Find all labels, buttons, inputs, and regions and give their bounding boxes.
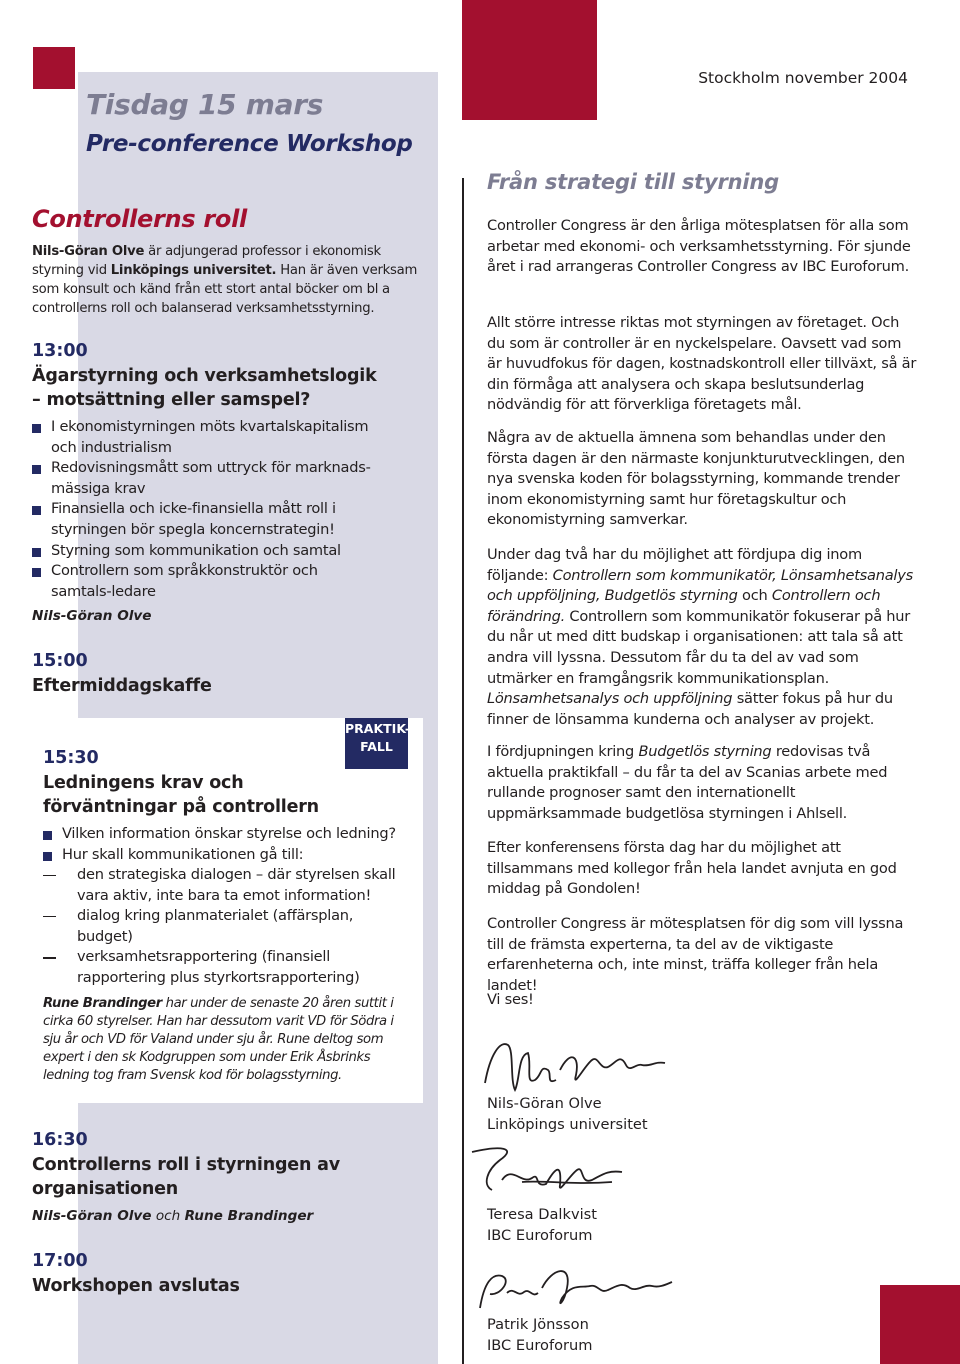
session-4-title-line1: Controllerns roll i styrningen av bbox=[32, 1155, 340, 1175]
session-2-title: Eftermiddagskaffe bbox=[32, 676, 212, 696]
right-paragraph-5 bbox=[487, 742, 917, 824]
right-heading: Från strategi till styrning bbox=[487, 170, 779, 194]
list-item: I ekonomistyrningen möts kvartalskapitalism och industrialism bbox=[32, 417, 377, 458]
text-run: Under dag två har du möjlighet att fördjupa dig inom följande: bbox=[487, 546, 862, 584]
text-run: Budgetlös styrning bbox=[638, 743, 772, 760]
badge-line1: PRAKTIK- bbox=[345, 721, 411, 736]
intro-part2: Han är även verksam som konsult och känd från ett stort antal böcker om bl a controllerns roll och balanserad verksamhetsstyrning. bbox=[32, 263, 418, 316]
speaker-och: och bbox=[151, 1208, 185, 1224]
right-paragraph-6 bbox=[487, 838, 917, 900]
text-run: och bbox=[737, 587, 772, 605]
list-item: dialog kring planmaterialet (affärsplan, budget) bbox=[43, 906, 413, 947]
bio-text: har under de senaste 20 åren suttit i cirka 60 styrelser. Han har dessutom varit VD för Södra i sju år och VD för Valand under sju år. Rune deltog som expert i den sk Kodgruppen som under Erik Åsbrinks ledning tog fram Svensk kod för bolagsstyrning. bbox=[43, 996, 394, 1083]
session-1-title-line2: – motsättning eller samspel? bbox=[32, 390, 311, 410]
session-4-title-line2: organisationen bbox=[32, 1179, 179, 1199]
session-3-bullets bbox=[43, 824, 418, 865]
signature-olve bbox=[480, 1035, 680, 1100]
session-4-time: 16:30 bbox=[32, 1130, 88, 1150]
text-run: sätter fokus på hur du finner de lönsamma kunderna och analyser av projekt. bbox=[487, 690, 893, 728]
session-3-title-line2: förväntningar på controllern bbox=[43, 797, 319, 817]
bio-name: Rune Brandinger bbox=[43, 996, 162, 1011]
paragraph-text: Controller Congress är den årliga mötesplatsen för alla som arbetar med ekonomi- och verksamhetsstyrning. För sjunde året i rad arrangeras Controller Congress av IBC Euroforum. bbox=[487, 217, 911, 276]
session-3-title bbox=[43, 771, 413, 819]
session-1-speaker: Nils-Göran Olve bbox=[32, 608, 152, 624]
paragraph-text: Vi ses! bbox=[487, 991, 534, 1008]
text-run: Controllern som kommunikatör, Lönsamhetsanalys och uppföljning, Budgetlös styrning bbox=[487, 566, 913, 605]
text-run: Controllern och förändring. bbox=[487, 587, 881, 625]
list-item: Styrning som kommunikation och samtal bbox=[32, 541, 377, 562]
list-item: Redovisningsmått som uttryck för marknads-mässiga krav bbox=[32, 458, 377, 499]
intro-text bbox=[32, 242, 432, 318]
signatory-2 bbox=[487, 1205, 597, 1246]
signatory-name: Teresa Dalkvist bbox=[487, 1206, 597, 1223]
red-square-top-left bbox=[33, 47, 75, 89]
paragraph-text: Några av de aktuella ämnena som behandlas under den första dagen är den närmaste konjunkturutvecklingen, den nya svenska koden för bolagsstyrning, kommande trender inom ekonomistyrning samt hur företagskultur och ekonomistyrning samverkar. bbox=[487, 429, 905, 529]
paragraph-text bbox=[487, 742, 917, 824]
praktikfall-badge bbox=[345, 718, 411, 769]
speaker-2: Rune Brandinger bbox=[184, 1208, 314, 1224]
list-item: Hur skall kommunikationen gå till: bbox=[43, 845, 418, 866]
list-item: Controllern som språkkonstruktör och samtals-ledare bbox=[32, 561, 377, 602]
right-paragraph-4 bbox=[487, 545, 917, 730]
paragraph-text: Allt större intresse riktas mot styrningen av företaget. Och du som är controller är en nyckelspelare. Oavsett vad som är huvudfokus för dagen, kostnadskontroll eller tillväxt, så är din förmåga att analysera och skapa beslutsunderlag nödvändig för att förverkliga företagets mål. bbox=[487, 314, 917, 414]
session-3-dashes bbox=[43, 865, 413, 989]
right-paragraph-2 bbox=[487, 313, 917, 416]
text-run: Lönsamhetsanalys och uppföljning bbox=[487, 690, 733, 708]
list-item: Vilken information önskar styrelse och ledning? bbox=[43, 824, 418, 845]
paragraph-text: Efter konferensens första dag har du möjlighet att tillsammans med kollegor från hela landet avnjuta en god middag på Gondolen! bbox=[487, 839, 897, 898]
signature-dalkvist bbox=[462, 1140, 642, 1205]
list-item: den strategiska dialogen – där styrelsen skall vara aktiv, inte bara ta emot information! bbox=[43, 865, 413, 906]
rune-bio bbox=[43, 995, 413, 1085]
signatory-name: Nils-Göran Olve bbox=[487, 1095, 602, 1112]
signature-jonsson bbox=[472, 1258, 682, 1318]
list-item: verksamhetsrapportering (finansiell rapportering plus styrkortsrapportering) bbox=[43, 947, 413, 988]
speaker-1: Nils-Göran Olve bbox=[32, 1208, 152, 1224]
signatory-org: Linköpings universitet bbox=[487, 1115, 648, 1133]
text-run: I fördjupningen kring bbox=[487, 743, 639, 760]
signatory-1 bbox=[487, 1094, 648, 1135]
session-1-title bbox=[32, 364, 432, 412]
intro-part1: är adjungerad professor i ekonomisk styrning vid bbox=[32, 244, 381, 278]
intro-university: Linköpings universitet. bbox=[110, 263, 277, 278]
session-5-time: 17:00 bbox=[32, 1251, 88, 1271]
session-2-time: 15:00 bbox=[32, 651, 88, 671]
right-paragraph-3 bbox=[487, 428, 917, 531]
signatory-3 bbox=[487, 1315, 593, 1356]
workshop-subtitle: Pre-conference Workshop bbox=[86, 131, 413, 157]
right-paragraph-7 bbox=[487, 914, 917, 996]
red-square-bottom-right bbox=[880, 1285, 960, 1364]
dateline: Stockholm november 2004 bbox=[698, 69, 908, 87]
signatory-org: IBC Euroforum bbox=[487, 1226, 593, 1244]
session-4-title bbox=[32, 1153, 412, 1201]
session-1-bullets bbox=[32, 417, 377, 602]
section-title: Controllerns roll bbox=[32, 205, 247, 233]
right-paragraph-1 bbox=[487, 216, 917, 278]
session-1-time: 13:00 bbox=[32, 341, 88, 361]
list-item: Finansiella och icke-finansiella mått roll i styrningen bör spegla koncernstrategin! bbox=[32, 499, 377, 540]
badge-line2: FALL bbox=[360, 739, 393, 754]
session-4-speakers bbox=[32, 1208, 313, 1224]
intro-name: Nils-Göran Olve bbox=[32, 244, 145, 259]
date-title: Tisdag 15 mars bbox=[86, 88, 324, 121]
session-1-title-line1: Ägarstyrning och verksamhetslogik bbox=[32, 366, 377, 386]
signatory-name: Patrik Jönsson bbox=[487, 1316, 589, 1333]
session-3-time: 15:30 bbox=[43, 748, 99, 768]
session-3-title-line1: Ledningens krav och bbox=[43, 773, 244, 793]
red-block-top-center bbox=[462, 0, 597, 120]
signatory-org: IBC Euroforum bbox=[487, 1336, 593, 1354]
paragraph-text bbox=[487, 545, 917, 730]
text-run: Controllern som kommunikatör fokuserar på hur du når ut med ditt budskap i organisationen: att tala så att andra vill lyssna. Dessutom får du ta del av vad som utmärker en framgångsrik kommunikationsplan. bbox=[487, 607, 911, 687]
text-run: redovisas två aktuella praktikfall – du får ta del av Scanias arbete med rullande prognoser samt den internationellt uppmärksammade budgetlösa styrningen i Ahlsell. bbox=[487, 743, 888, 822]
paragraph-text: Controller Congress är mötesplatsen för dig som vill lyssna till de främsta experterna, ta del av de viktigaste erfarenheterna och, inte minst, träffa kolleger från hela landet! bbox=[487, 915, 904, 994]
right-paragraph-8 bbox=[487, 990, 917, 1011]
session-5-title: Workshopen avslutas bbox=[32, 1276, 240, 1296]
